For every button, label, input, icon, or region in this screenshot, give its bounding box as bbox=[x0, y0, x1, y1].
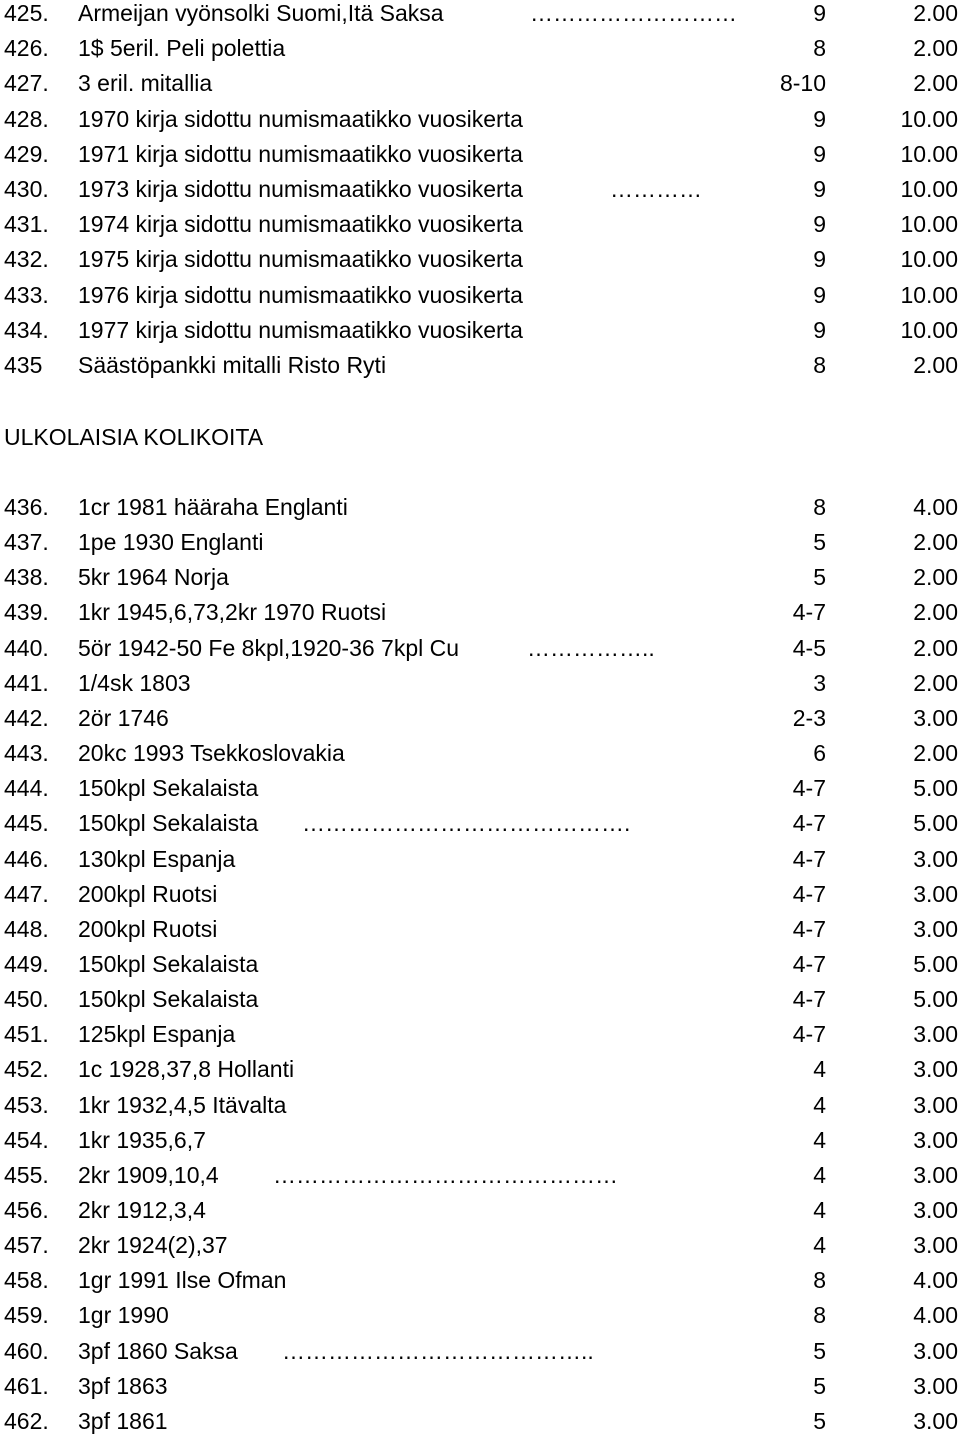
item-number: 438. bbox=[4, 564, 49, 591]
list-item bbox=[0, 207, 960, 242]
list-item bbox=[0, 842, 960, 877]
list-item bbox=[0, 631, 960, 666]
list-item bbox=[0, 31, 960, 66]
item-price: 5.00 bbox=[913, 986, 958, 1013]
item-grade: 4 bbox=[813, 1197, 826, 1223]
item-price: 3.00 bbox=[913, 1161, 958, 1188]
item-number: 455. bbox=[4, 1161, 49, 1188]
item-number: 434. bbox=[4, 316, 49, 343]
item-number: 453. bbox=[4, 1091, 49, 1118]
item-description: 125kpl Espanja bbox=[78, 1021, 236, 1048]
item-price: 10.00 bbox=[900, 176, 958, 202]
item-grade: 8 bbox=[813, 494, 826, 520]
item-description: 1976 kirja sidottu numismaatikko vuosikerta bbox=[78, 281, 523, 308]
list-item bbox=[0, 1017, 960, 1052]
item-price: 3.00 bbox=[913, 880, 958, 907]
list-item bbox=[0, 1369, 960, 1404]
item-number: 432. bbox=[4, 246, 49, 273]
item-price: 10.00 bbox=[900, 105, 958, 132]
item-number: 454. bbox=[4, 1126, 49, 1153]
item-grade: 4-7 bbox=[792, 1021, 826, 1048]
item-description: Säästöpankki mitalli Risto Ryti bbox=[78, 352, 387, 378]
list-item bbox=[0, 982, 960, 1017]
item-number: 450. bbox=[4, 986, 49, 1013]
dot-leader: ……………………………………. bbox=[302, 810, 631, 837]
item-grade: 9 bbox=[813, 281, 826, 308]
list-item bbox=[0, 1298, 960, 1333]
item-description: 1kr 1932,4,5 Itävalta bbox=[78, 1091, 287, 1118]
item-price: 10.00 bbox=[900, 316, 958, 343]
item-number: 435 bbox=[4, 352, 43, 378]
list-item bbox=[0, 1052, 960, 1087]
list-item bbox=[0, 172, 960, 207]
item-grade: 9 bbox=[813, 176, 826, 202]
item-description: 2ör 1746 bbox=[78, 704, 169, 731]
list-item bbox=[0, 771, 960, 806]
item-grade: 8 bbox=[813, 35, 826, 62]
item-description: 150kpl Sekalaista bbox=[78, 775, 259, 802]
item-number: 425. bbox=[4, 0, 49, 26]
item-grade: 8 bbox=[813, 1302, 826, 1329]
item-description: 1977 kirja sidottu numismaatikko vuosikerta bbox=[78, 316, 523, 343]
list-item bbox=[0, 348, 960, 383]
item-number: 457. bbox=[4, 1232, 49, 1259]
item-number: 461. bbox=[4, 1372, 49, 1399]
item-price: 10.00 bbox=[900, 281, 958, 308]
item-description: 150kpl Sekalaista bbox=[78, 950, 259, 977]
item-price: 3.00 bbox=[913, 1197, 958, 1223]
item-grade: 8 bbox=[813, 1267, 826, 1294]
item-price: 5.00 bbox=[913, 810, 958, 837]
item-number: 439. bbox=[4, 599, 49, 626]
item-description: Armeijan vyönsolki Suomi,Itä Saksa bbox=[78, 0, 444, 26]
item-price: 3.00 bbox=[913, 845, 958, 872]
item-grade: 8 bbox=[813, 352, 826, 378]
item-description: 20kc 1993 Tsekkoslovakia bbox=[78, 740, 345, 767]
item-description: 130kpl Espanja bbox=[78, 845, 236, 872]
item-grade: 9 bbox=[813, 211, 826, 238]
item-price: 3.00 bbox=[913, 1126, 958, 1153]
list-item bbox=[0, 947, 960, 982]
item-price: 2.00 bbox=[913, 352, 958, 378]
item-description: 5kr 1964 Norja bbox=[78, 564, 229, 591]
item-price: 2.00 bbox=[913, 564, 958, 591]
item-grade: 9 bbox=[813, 246, 826, 273]
item-number: 448. bbox=[4, 915, 49, 942]
item-grade: 9 bbox=[813, 105, 826, 132]
item-grade: 9 bbox=[813, 316, 826, 343]
item-description: 1975 kirja sidottu numismaatikko vuosikerta bbox=[78, 246, 523, 273]
item-description: 150kpl Sekalaista bbox=[78, 810, 259, 837]
item-description: 1/4sk 1803 bbox=[78, 669, 191, 696]
item-price: 5.00 bbox=[913, 950, 958, 977]
item-description: 1kr 1935,6,7 bbox=[78, 1126, 206, 1153]
item-price: 2.00 bbox=[913, 669, 958, 696]
item-number: 458. bbox=[4, 1267, 49, 1294]
list-item bbox=[0, 1334, 960, 1369]
item-number: 427. bbox=[4, 70, 49, 97]
item-price: 3.00 bbox=[913, 1232, 958, 1259]
item-grade: 5 bbox=[813, 1372, 826, 1399]
list-item bbox=[0, 1123, 960, 1158]
item-number: 436. bbox=[4, 494, 49, 520]
item-grade: 9 bbox=[813, 0, 826, 26]
dot-leader: ………………………………….. bbox=[282, 1337, 594, 1364]
item-price: 2.00 bbox=[913, 529, 958, 556]
list-item bbox=[0, 1228, 960, 1263]
item-number: 460. bbox=[4, 1337, 49, 1364]
item-price: 5.00 bbox=[913, 775, 958, 802]
list-item bbox=[0, 525, 960, 560]
item-description: 1c 1928,37,8 Hollanti bbox=[78, 1056, 295, 1083]
list-item bbox=[0, 278, 960, 313]
item-price: 10.00 bbox=[900, 211, 958, 238]
item-number: 429. bbox=[4, 140, 49, 167]
item-grade: 6 bbox=[813, 740, 826, 767]
item-number: 442. bbox=[4, 704, 49, 731]
item-description: 3pf 1863 bbox=[78, 1372, 168, 1399]
item-description: 2kr 1912,3,4 bbox=[78, 1197, 206, 1223]
item-description: 1971 kirja sidottu numismaatikko vuosikerta bbox=[78, 140, 523, 167]
list-item bbox=[0, 806, 960, 841]
item-grade: 4 bbox=[813, 1056, 826, 1083]
item-number: 459. bbox=[4, 1302, 49, 1329]
list-item bbox=[0, 313, 960, 348]
item-price: 4.00 bbox=[913, 1302, 958, 1329]
item-grade: 4 bbox=[813, 1126, 826, 1153]
list-item bbox=[0, 1088, 960, 1123]
item-description: 1973 kirja sidottu numismaatikko vuosikerta bbox=[78, 176, 523, 202]
item-grade: 4-5 bbox=[792, 634, 826, 661]
item-description: 2kr 1924(2),37 bbox=[78, 1232, 228, 1259]
item-description: 3pf 1861 bbox=[78, 1407, 168, 1434]
item-price: 3.00 bbox=[913, 1372, 958, 1399]
list-item bbox=[0, 666, 960, 701]
item-description: 1pe 1930 Englanti bbox=[78, 529, 264, 556]
item-grade: 5 bbox=[813, 1407, 826, 1434]
item-price: 2.00 bbox=[913, 634, 958, 661]
item-grade: 4 bbox=[813, 1161, 826, 1188]
item-description: 1cr 1981 hääraha Englanti bbox=[78, 494, 348, 520]
item-price: 3.00 bbox=[913, 1056, 958, 1083]
item-price: 3.00 bbox=[913, 1337, 958, 1364]
item-grade: 4 bbox=[813, 1232, 826, 1259]
item-grade: 5 bbox=[813, 529, 826, 556]
list-item bbox=[0, 137, 960, 172]
item-price: 3.00 bbox=[913, 915, 958, 942]
item-grade: 5 bbox=[813, 564, 826, 591]
item-number: 433. bbox=[4, 281, 49, 308]
item-description: 200kpl Ruotsi bbox=[78, 915, 218, 942]
item-grade: 4-7 bbox=[792, 599, 826, 626]
item-grade: 3 bbox=[813, 669, 826, 696]
item-price: 3.00 bbox=[913, 1021, 958, 1048]
item-number: 444. bbox=[4, 775, 49, 802]
item-grade: 5 bbox=[813, 1337, 826, 1364]
item-price: 4.00 bbox=[913, 1267, 958, 1294]
list-item bbox=[0, 1263, 960, 1298]
item-grade: 4-7 bbox=[792, 775, 826, 802]
item-number: 441. bbox=[4, 669, 49, 696]
list-item bbox=[0, 877, 960, 912]
list-item bbox=[0, 242, 960, 277]
item-description: 1kr 1945,6,73,2kr 1970 Ruotsi bbox=[78, 599, 387, 626]
item-price: 2.00 bbox=[913, 740, 958, 767]
list-item bbox=[0, 912, 960, 947]
item-price: 3.00 bbox=[913, 1091, 958, 1118]
item-grade: 4-7 bbox=[792, 810, 826, 837]
item-number: 449. bbox=[4, 950, 49, 977]
item-grade: 4-7 bbox=[792, 880, 826, 907]
item-number: 430. bbox=[4, 176, 49, 202]
item-description: 200kpl Ruotsi bbox=[78, 880, 218, 907]
item-description: 1970 kirja sidottu numismaatikko vuosikerta bbox=[78, 105, 523, 132]
list-item bbox=[0, 1158, 960, 1193]
item-grade: 4-7 bbox=[792, 845, 826, 872]
list-item bbox=[0, 1193, 960, 1228]
item-grade: 9 bbox=[813, 140, 826, 167]
item-number: 443. bbox=[4, 740, 49, 767]
item-number: 445. bbox=[4, 810, 49, 837]
item-description: 5ör 1942-50 Fe 8kpl,1920-36 7kpl Cu bbox=[78, 634, 460, 661]
dot-leader: ……………………………………… bbox=[273, 1161, 618, 1188]
item-number: 462. bbox=[4, 1407, 49, 1434]
dot-leader: …………….. bbox=[527, 634, 655, 661]
dot-leader: ………… bbox=[610, 176, 702, 202]
item-number: 452. bbox=[4, 1056, 49, 1083]
list-item bbox=[0, 1404, 960, 1439]
section-heading: ULKOLAISIA KOLIKOITA bbox=[4, 424, 264, 450]
item-description: 3 eril. mitallia bbox=[78, 70, 213, 97]
item-price: 3.00 bbox=[913, 704, 958, 731]
item-price: 2.00 bbox=[913, 35, 958, 62]
item-number: 440. bbox=[4, 634, 49, 661]
item-number: 451. bbox=[4, 1021, 49, 1048]
list-item bbox=[0, 560, 960, 595]
item-price: 4.00 bbox=[913, 494, 958, 520]
item-grade: 8-10 bbox=[779, 70, 826, 97]
item-grade: 4-7 bbox=[792, 950, 826, 977]
item-grade: 2-3 bbox=[792, 704, 826, 731]
list-item bbox=[0, 701, 960, 736]
item-description: 2kr 1909,10,4 bbox=[78, 1161, 219, 1188]
item-grade: 4 bbox=[813, 1091, 826, 1118]
item-description: 3pf 1860 Saksa bbox=[78, 1337, 238, 1364]
list-item bbox=[0, 490, 960, 525]
item-price: 10.00 bbox=[900, 246, 958, 273]
item-description: 1gr 1991 Ilse Ofman bbox=[78, 1267, 287, 1294]
item-price: 3.00 bbox=[913, 1407, 958, 1434]
item-number: 428. bbox=[4, 105, 49, 132]
item-price: 10.00 bbox=[900, 140, 958, 167]
item-price: 2.00 bbox=[913, 599, 958, 626]
item-grade: 4-7 bbox=[792, 986, 826, 1013]
item-description: 1gr 1990 bbox=[78, 1302, 169, 1329]
dot-leader: ……………………… bbox=[530, 0, 737, 26]
item-description: 150kpl Sekalaista bbox=[78, 986, 259, 1013]
item-number: 426. bbox=[4, 35, 49, 62]
item-price: 2.00 bbox=[913, 70, 958, 97]
list-item bbox=[0, 0, 960, 31]
list-item bbox=[0, 102, 960, 137]
list-item bbox=[0, 66, 960, 101]
item-grade: 4-7 bbox=[792, 915, 826, 942]
list-item bbox=[0, 736, 960, 771]
list-item bbox=[0, 595, 960, 630]
item-price: 2.00 bbox=[913, 0, 958, 26]
item-number: 456. bbox=[4, 1197, 49, 1223]
item-number: 446. bbox=[4, 845, 49, 872]
item-number: 447. bbox=[4, 880, 49, 907]
item-number: 437. bbox=[4, 529, 49, 556]
item-description: 1$ 5eril. Peli polettia bbox=[78, 35, 286, 62]
item-description: 1974 kirja sidottu numismaatikko vuosikerta bbox=[78, 211, 523, 238]
item-number: 431. bbox=[4, 211, 49, 238]
